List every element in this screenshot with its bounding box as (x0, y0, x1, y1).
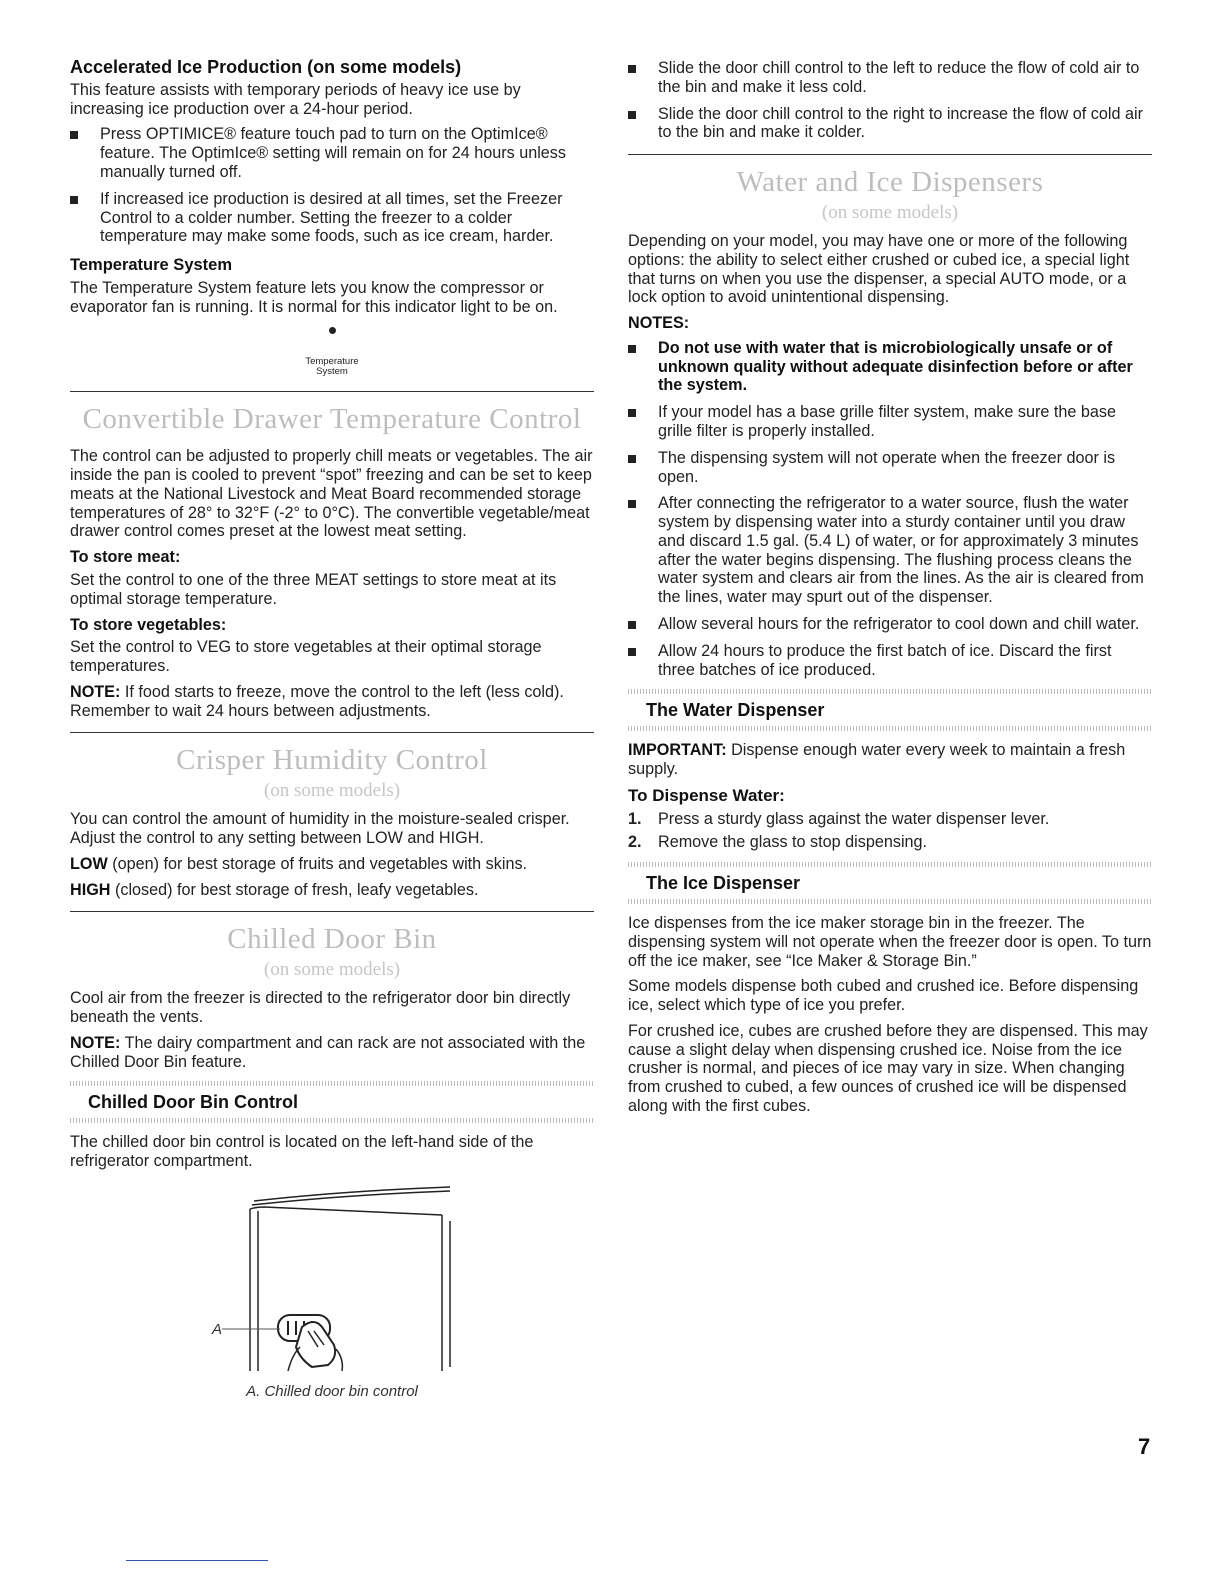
accelerated-ice-list (70, 125, 594, 246)
high-label: HIGH (70, 880, 111, 899)
figure-caption: A. Chilled door bin control (246, 1382, 418, 1400)
step-text: Press a sturdy glass against the water dispenser lever. (658, 809, 1050, 828)
convertible-drawer-title: Convertible Drawer Temperature Control (82, 403, 582, 436)
ice-dispenser-heading: The Ice Dispenser (646, 873, 801, 894)
right-column (628, 57, 1152, 1123)
ice-dispenser-para: Ice dispenses from the ice maker storage bin in the freezer. The dispensing system will not operate when the freezer door is open. To turn off the ice maker, see “Ice Maker & Storage Bin.” (628, 913, 1152, 970)
section-divider (70, 732, 594, 733)
list-item: Allow 24 hours to produce the first batch of ice. Discard the first three batches of ice produced. (628, 642, 1152, 680)
accelerated-ice-heading: Accelerated Ice Production (on some models) (70, 57, 462, 77)
ice-dispenser-para: For crushed ice, cubes are crushed before they are dispensed. This may cause a slight delay when dispensing crushed ice. Noise from the ice crusher is normal, and pieces of ice may vary in size. When changing from crushed to cubed, a few ounces of crushed ice will be dispensed along with the first cubes. (628, 1021, 1148, 1115)
temperature-system-body: The Temperature System feature lets you know the compressor or evaporator fan is running. It is normal for this indicator light to be on. (70, 279, 558, 317)
door-chill-list (628, 59, 1152, 142)
section-divider (628, 154, 1152, 155)
list-item: Press OPTIMICE® feature touch pad to turn on the OptimIce® feature. The OptimIce® setting will remain on for 24 hours unless manually turned off. (70, 125, 594, 181)
note-text: The dairy compartment and can rack are not associated with the Chilled Door Bin feature. (70, 1033, 586, 1071)
note-text: If food starts to freeze, move the control to the left (less cold). Remember to wait 24 hours between adjustments. (70, 682, 564, 720)
water-ice-dispensers-subtitle: (on some models) (821, 201, 959, 223)
list-item: If increased ice production is desired at all times, set the Freezer Control to a colder number. Setting the freezer to a colder temperature may make some foods, such as ice cream, harder. (70, 190, 594, 246)
store-meat-body: Set the control to one of the three MEAT settings to store meat at its optimal storage temperature. (70, 570, 557, 608)
store-vegetables-label: To store vegetables: (70, 615, 227, 634)
low-text: (open) for best storage of fruits and vegetables with skins. (107, 854, 528, 873)
list-item: Slide the door chill control to the right to increase the flow of cold air to the bin and make it colder. (628, 105, 1152, 143)
temperature-system-indicator (70, 327, 594, 378)
store-meat-label: To store meat: (70, 548, 181, 567)
list-item: Slide the door chill control to the left to reduce the flow of cold air to the bin and make it less cold. (628, 59, 1152, 97)
chilled-door-bin-title: Chilled Door Bin (227, 923, 437, 956)
indicator-light-icon (329, 327, 336, 334)
convertible-drawer-body: The control can be adjusted to properly chill meats or vegetables. The air inside the pan is cooled to prevent “spot” freezing and can be set to keep meats at the National Livestock and Meat Board recommended storage temperatures of 28° to 32°F (-2° to 0°C). The convertible vegetable/meat drawer control comes preset at the lowest meat setting. (70, 447, 593, 541)
crisper-high (70, 881, 594, 900)
list-item: After connecting the refrigerator to a water source, flush the water system by dispensing water into a sturdy container until you draw and discard 1.5 gal. (5.4 L) of water, or for approximately 3 minutes after the water begins dispensing. The flushing process cleans the water system and clears air from the lines. As the air is cleared from the lines, water may spurt out of the dispenser. (628, 494, 1152, 607)
important-text: Dispense enough water every week to maintain a fresh supply. (628, 741, 1126, 779)
indicator-label: Temperature System (305, 355, 359, 378)
convertible-note (70, 683, 594, 721)
crisper-humidity-title: Crisper Humidity Control (176, 744, 488, 777)
ice-dispenser-para: Some models dispense both cubed and crushed ice. Before dispensing ice, select which type of ice you prefer. (628, 977, 1139, 1015)
temperature-system-heading: Temperature System (70, 256, 233, 275)
hatch-rule (628, 726, 1152, 731)
list-item: If your model has a base grille filter system, make sure the base grille filter is properly installed. (628, 403, 1152, 441)
hatch-rule (628, 899, 1152, 904)
dispensers-notes-list (628, 403, 1152, 679)
store-vegetables-body: Set the control to VEG to store vegetables at their optimal storage temperatures. (70, 638, 542, 676)
page-number: 7 (1138, 1434, 1151, 1459)
water-ice-dispensers-title: Water and Ice Dispensers (736, 166, 1044, 199)
figure-marker-a: A (212, 1320, 223, 1338)
footer-line (126, 1560, 268, 1561)
step-text: Remove the glass to stop dispensing. (658, 833, 928, 852)
chilled-door-bin-control-body: The chilled door bin control is located on the left-hand side of the refrigerator compartment. (70, 1133, 534, 1170)
section-divider (70, 391, 594, 392)
ice-dispenser-subhead (628, 862, 1152, 904)
step-number: 2. (628, 833, 642, 852)
dispensers-intro: Depending on your model, you may have one or more of the following options: the ability to select either crushed or cubed ice, a special light that turns on when you use the dispenser, a special AUTO mode, or a lock option to avoid unintentional dispensing. (628, 231, 1130, 307)
hatch-rule (70, 1118, 594, 1123)
section-divider (70, 911, 594, 912)
refrigerator-door-illustration (192, 1181, 472, 1381)
dispense-water-label: To Dispense Water: (628, 785, 785, 805)
accelerated-ice-intro: This feature assists with temporary periods of heavy ice use by increasing ice production over a 24-hour period. (70, 80, 521, 118)
low-label: LOW (70, 854, 108, 873)
high-text: (closed) for best storage of fresh, leafy vegetables. (110, 880, 479, 899)
crisper-humidity-subtitle: (on some models) (263, 780, 401, 802)
left-column (70, 57, 594, 1400)
chilled-door-bin-figure (70, 1181, 594, 1400)
dispensers-warning-list (628, 339, 1152, 395)
list-item: Allow several hours for the refrigerator to cool down and chill water. (628, 615, 1152, 634)
water-dispenser-subhead (628, 689, 1152, 731)
dispense-water-steps (628, 810, 1152, 853)
list-item: The dispensing system will not operate when the freezer door is open. (628, 449, 1152, 487)
list-item (628, 833, 1152, 852)
chilled-door-bin-subtitle: (on some models) (263, 959, 401, 981)
step-number: 1. (628, 809, 642, 828)
chilled-door-bin-note (70, 1034, 594, 1072)
notes-label: NOTES: (628, 314, 690, 333)
note-label: NOTE: (70, 682, 121, 701)
important-label: IMPORTANT: (628, 741, 727, 760)
crisper-humidity-body: You can control the amount of humidity in the moisture-sealed crisper. Adjust the control to any setting between LOW and HIGH. (70, 810, 570, 848)
water-important (628, 741, 1152, 779)
chilled-door-bin-control-heading: Chilled Door Bin Control (88, 1092, 298, 1113)
list-item (628, 810, 1152, 829)
crisper-low (70, 855, 594, 874)
list-item: Do not use with water that is microbiologically unsafe or of unknown quality without adequate disinfection before or after the system. (628, 339, 1152, 395)
water-dispenser-heading: The Water Dispenser (646, 700, 825, 721)
note-label: NOTE: (70, 1033, 121, 1052)
chilled-door-bin-control-subhead (70, 1081, 594, 1123)
chilled-door-bin-body: Cool air from the freezer is directed to the refrigerator door bin directly beneath the vents. (70, 989, 571, 1026)
